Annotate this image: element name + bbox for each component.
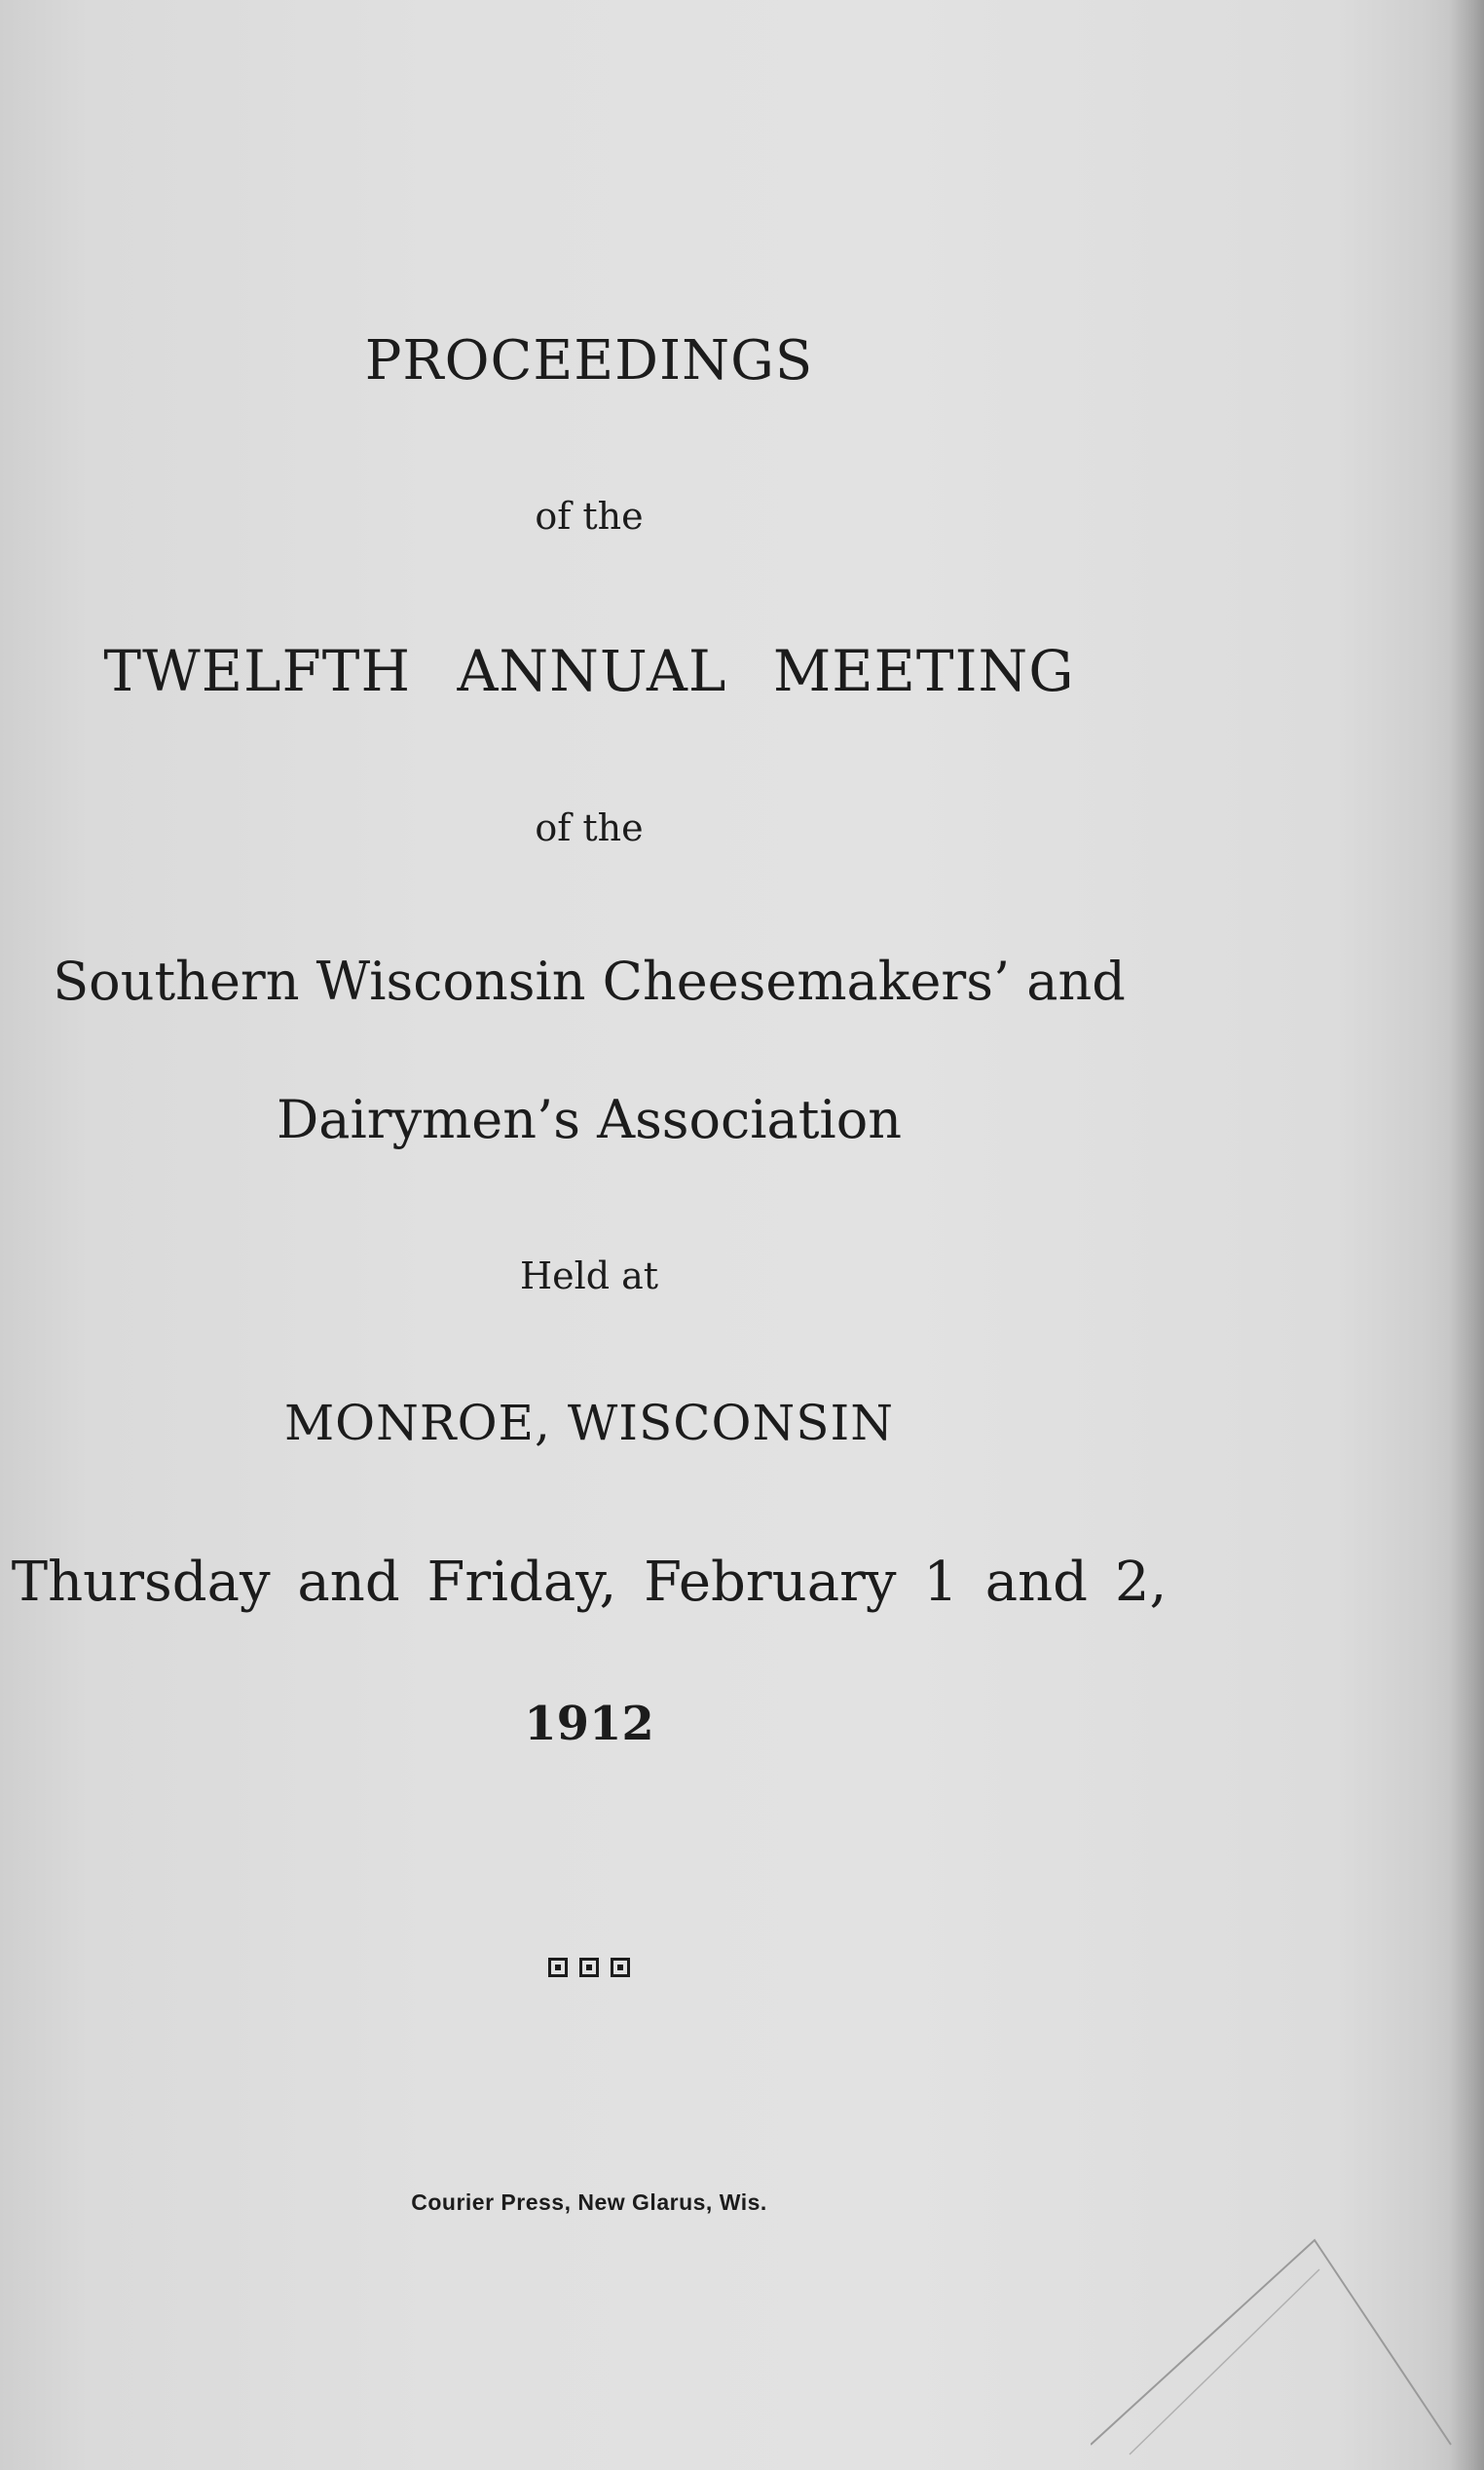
association-name-line-2: Dairymen’s Association <box>277 1089 902 1150</box>
square-ornament-icon <box>579 1958 599 1977</box>
meeting-dates: Thursday and Friday, February 1 and 2, <box>11 1551 1168 1614</box>
page-edge-shadow <box>1449 0 1484 2470</box>
meeting-heading: TWELFTH ANNUAL MEETING <box>103 638 1075 704</box>
meeting-year: 1912 <box>524 1697 654 1751</box>
square-ornament-icon <box>548 1958 568 1977</box>
meeting-location: MONROE, WISCONSIN <box>283 1395 894 1451</box>
connector-text: of the <box>535 495 644 538</box>
ornament-divider <box>0 1958 1178 1977</box>
connector-text: of the <box>535 806 644 849</box>
folded-corner-icon <box>1091 2230 1461 2464</box>
square-ornament-icon <box>611 1958 630 1977</box>
association-name-line-1: Southern Wisconsin Cheesemakers’ and <box>53 951 1126 1012</box>
page-title: PROCEEDINGS <box>364 329 814 393</box>
held-at-text: Held at <box>519 1254 659 1297</box>
printer-imprint: Courier Press, New Glarus, Wis. <box>411 2189 767 2215</box>
